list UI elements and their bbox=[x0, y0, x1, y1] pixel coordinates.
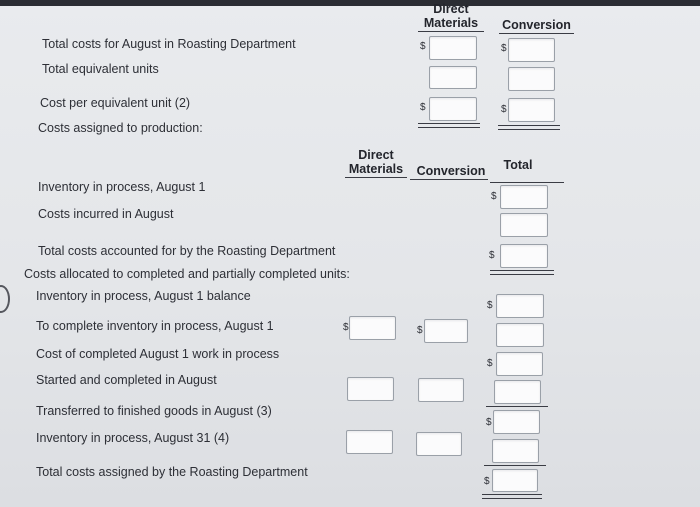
dollar-sign: $ bbox=[501, 43, 507, 54]
conv-cost-per-unit-input[interactable] bbox=[508, 98, 555, 122]
row-cost-per-equivalent-unit: Cost per equivalent unit (2) bbox=[40, 96, 191, 110]
dm-cost-per-unit-input[interactable] bbox=[429, 97, 477, 121]
header-direct-materials-top: Direct Materials bbox=[423, 2, 479, 30]
row-inventory-aug1: Inventory in process, August 1 bbox=[38, 180, 206, 194]
row-total-costs-accounted: Total costs accounted for by the Roasting Department bbox=[38, 244, 336, 258]
header-conversion-bottom: Conversion bbox=[416, 164, 486, 178]
dollar-sign: $ bbox=[501, 104, 507, 115]
header-underline bbox=[490, 182, 564, 183]
total-costs-accounted-input[interactable] bbox=[500, 244, 548, 268]
total-inventory-aug31-input[interactable] bbox=[492, 439, 539, 463]
row-inventory-aug31: Inventory in process, August 31 (4) bbox=[36, 431, 230, 445]
dollar-sign: $ bbox=[420, 41, 426, 52]
header-direct-materials-bottom: Direct Materials bbox=[345, 148, 407, 178]
dollar-sign: $ bbox=[420, 102, 426, 113]
row-to-complete-inventory: To complete inventory in process, August 1 bbox=[36, 319, 274, 333]
dm-to-complete-input[interactable] bbox=[349, 316, 396, 340]
dm-equivalent-units-input[interactable] bbox=[429, 66, 477, 89]
total-to-complete-input[interactable] bbox=[496, 323, 544, 347]
conv-started-completed-input[interactable] bbox=[418, 378, 464, 402]
row-transferred-finished: Transferred to finished goods in August (3) bbox=[36, 404, 272, 418]
dollar-sign: $ bbox=[417, 325, 423, 336]
row-total-equivalent-units: Total equivalent units bbox=[42, 62, 159, 76]
dollar-sign: $ bbox=[484, 476, 490, 487]
header-underline bbox=[418, 31, 484, 32]
header-underline bbox=[410, 179, 488, 180]
conv-total-costs-input[interactable] bbox=[508, 38, 555, 62]
top-bar bbox=[0, 0, 700, 6]
dollar-sign: $ bbox=[343, 322, 349, 333]
total-started-completed-input[interactable] bbox=[494, 380, 541, 404]
total-inventory-aug1-balance-input[interactable] bbox=[496, 294, 544, 318]
total-costs-incurred-input[interactable] bbox=[500, 213, 548, 237]
row-total-costs-august: Total costs for August in Roasting Department bbox=[42, 37, 296, 51]
dm-started-completed-input[interactable] bbox=[347, 377, 394, 401]
row-cost-of-completed-wip: Cost of completed August 1 work in process bbox=[36, 347, 280, 361]
conv-to-complete-input[interactable] bbox=[424, 319, 468, 343]
dollar-sign: $ bbox=[486, 417, 492, 428]
row-started-completed: Started and completed in August bbox=[36, 373, 217, 387]
double-underline bbox=[418, 123, 480, 128]
dollar-sign: $ bbox=[487, 358, 493, 369]
total-costs-assigned-input[interactable] bbox=[492, 469, 538, 492]
row-costs-incurred: Costs incurred in August bbox=[38, 207, 174, 221]
single-underline bbox=[486, 406, 548, 407]
header-conversion-top: Conversion bbox=[499, 18, 574, 34]
dm-inventory-aug31-input[interactable] bbox=[346, 430, 393, 454]
row-costs-allocated-heading: Costs allocated to completed and partially completed units: bbox=[24, 267, 350, 281]
double-underline bbox=[490, 270, 554, 275]
total-cost-completed-wip-input[interactable] bbox=[496, 352, 543, 376]
double-underline bbox=[498, 125, 560, 130]
row-total-costs-assigned: Total costs assigned by the Roasting Department bbox=[36, 465, 308, 479]
row-inventory-aug1-balance: Inventory in process, August 1 balance bbox=[36, 289, 251, 303]
left-edge-shape bbox=[0, 285, 10, 313]
double-underline bbox=[482, 494, 542, 499]
dollar-sign: $ bbox=[491, 191, 497, 202]
row-costs-assigned-heading: Costs assigned to production: bbox=[38, 121, 203, 135]
dollar-sign: $ bbox=[489, 250, 495, 261]
total-transferred-input[interactable] bbox=[493, 410, 540, 434]
header-total: Total bbox=[503, 158, 533, 172]
single-underline bbox=[484, 465, 546, 466]
total-inventory-aug1-input[interactable] bbox=[500, 185, 548, 209]
dollar-sign: $ bbox=[487, 300, 493, 311]
conv-equivalent-units-input[interactable] bbox=[508, 67, 555, 91]
dm-total-costs-input[interactable] bbox=[429, 36, 477, 60]
conv-inventory-aug31-input[interactable] bbox=[416, 432, 462, 456]
